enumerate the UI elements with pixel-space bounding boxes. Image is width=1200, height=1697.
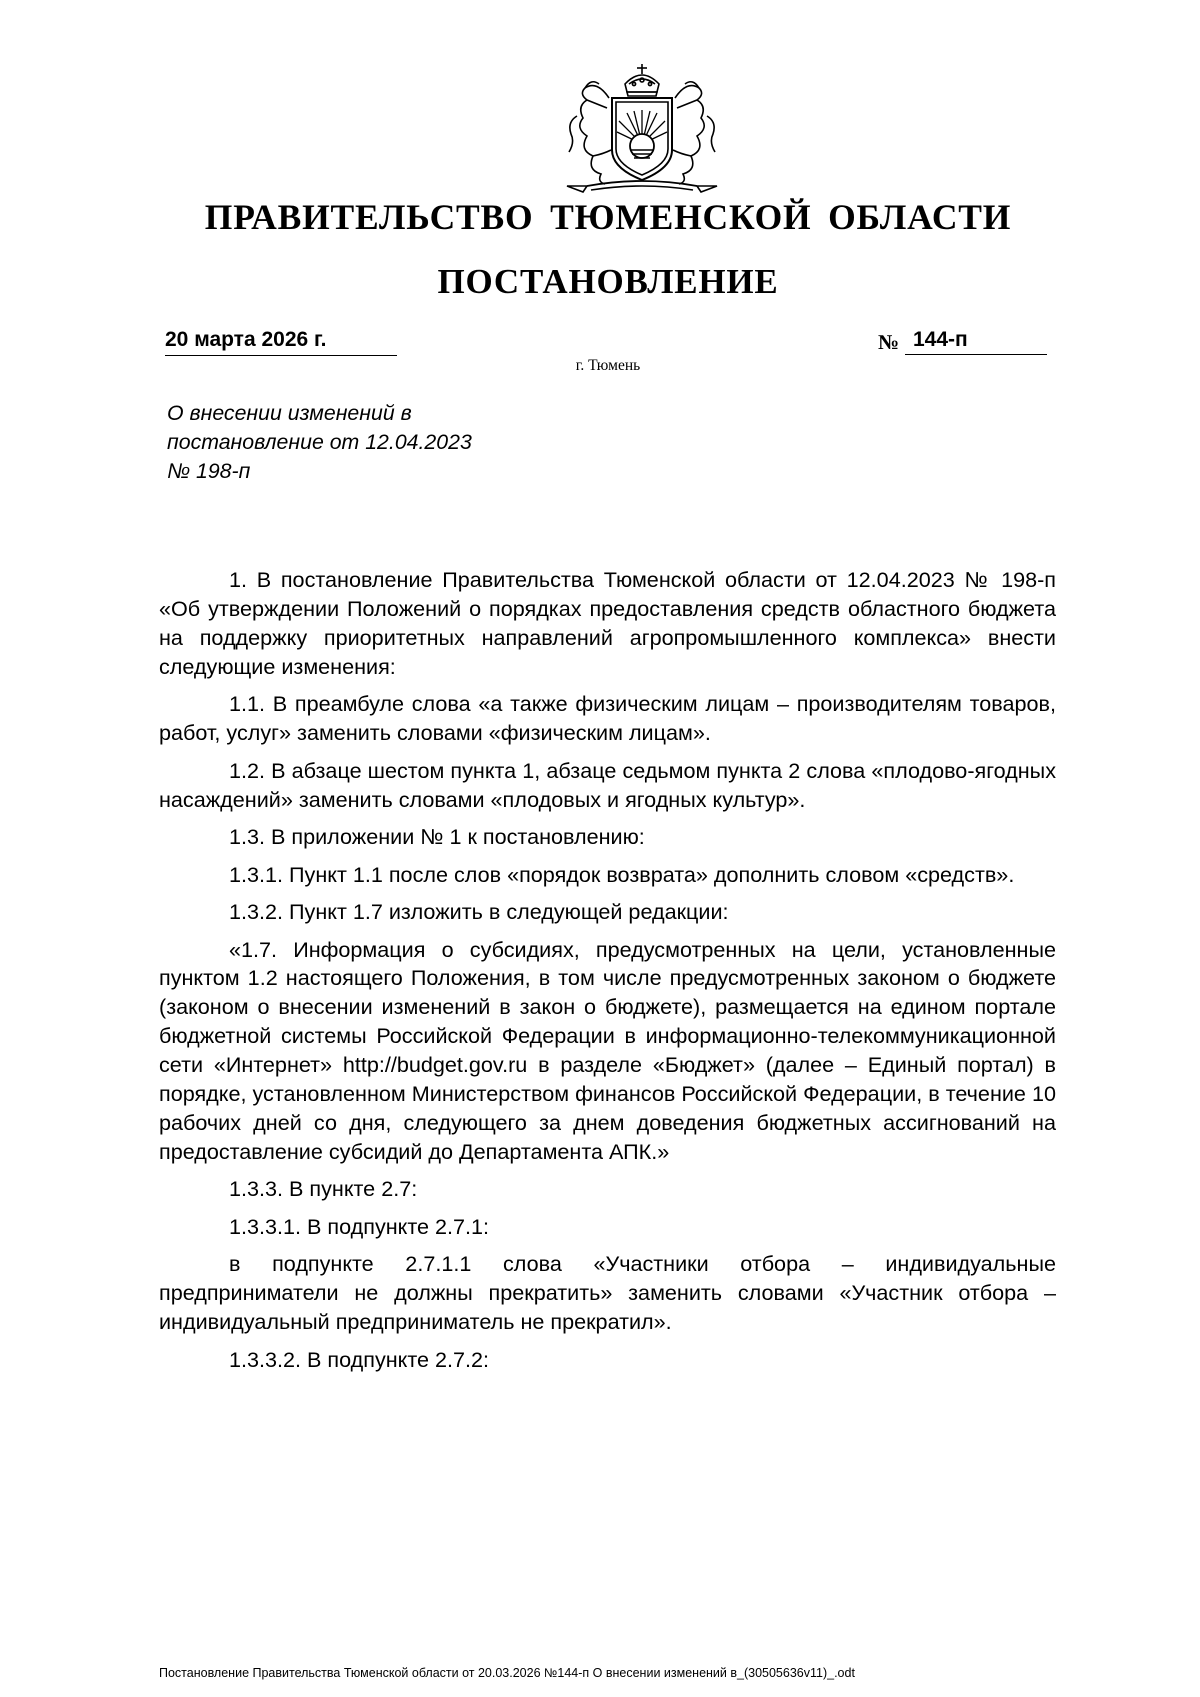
body-paragraph: в подпункте 2.7.1.1 слова «Участники отбора – индивидуальные предприниматели не должны прекратить» заменить словами «Участник отбора – индивидуальный предприниматель не прекратил». [159,1251,1056,1335]
document-number: 144-п [905,328,1047,355]
number-sign: № [878,330,900,354]
body-paragraph: 1. В постановление Правительства Тюменской области от 12.04.2023 № 198-п «Об утверждении Положений о порядках предоставления средств областного бюджета на поддержку приоритетных направлений агропромышленного комплекса» внести следующие изменения: [159,567,1056,679]
body-paragraph: 1.1. В преамбуле слова «а также физическим лицам – производителям товаров, работ, услуг» заменить словами «физическим лицам». [159,691,1056,746]
document-type-heading: ПОСТАНОВЛЕНИЕ [437,262,779,301]
organization-title: ПРАВИТЕЛЬСТВО ТЮМЕНСКОЙ ОБЛАСТИ [204,197,1012,237]
footer-file-reference: Постановление Правительства Тюменской области от 20.03.2026 №144-п О внесении изменений в_(30505636v11)_.odt [159,1666,855,1680]
body-paragraph: 1.3.3. В пункте 2.7: [229,1176,418,1202]
body-paragraph: 1.3.2. Пункт 1.7 изложить в следующей редакции: [229,899,729,925]
subject-line: № 198-п [167,459,251,483]
body-paragraph: 1.2. В абзаце шестом пункта 1, абзаце седьмом пункта 2 слова «плодово-ягодных насаждений» заменить словами «плодовых и ягодных культур». [159,757,1056,812]
document-date: 20 марта 2026 г. [165,328,397,356]
body-paragraph: 1.3. В приложении № 1 к постановлению: [229,824,645,850]
subject-line: постановление от 12.04.2023 [167,430,472,454]
body-paragraph: 1.3.1. Пункт 1.1 после слов «порядок возврата» дополнить словом «средств». [229,861,1015,887]
document-subject [167,399,547,486]
coat-of-arms-icon [557,58,727,206]
document-body [159,566,1056,1383]
city-label: г. Тюмень [575,357,641,374]
body-paragraph: «1.7. Информация о субсидиях, предусмотренных на цели, установленные пунктом 1.2 настоящего Положения, в том числе предусмотренных законом о бюджете (законом о внесении изменений в закон о бюджете), размещается на едином портале бюджетной системы Российской Федерации в информационно-телекоммуникационной сети «Интернет» http://budget.gov.ru в разделе «Бюджет» (далее – Единый портал) в порядке, установленном Министерством финансов Российской Федерации, в течение 10 рабочих дней со дня, следующего за днем доведения бюджетных ассигнований на предоставление субсидий до Департамента АПК.» [159,936,1056,1164]
body-paragraph: 1.3.3.2. В подпункте 2.7.2: [229,1346,490,1372]
subject-line: О внесении изменений в [167,401,412,425]
body-paragraph: 1.3.3.1. В подпункте 2.7.1: [229,1213,490,1239]
